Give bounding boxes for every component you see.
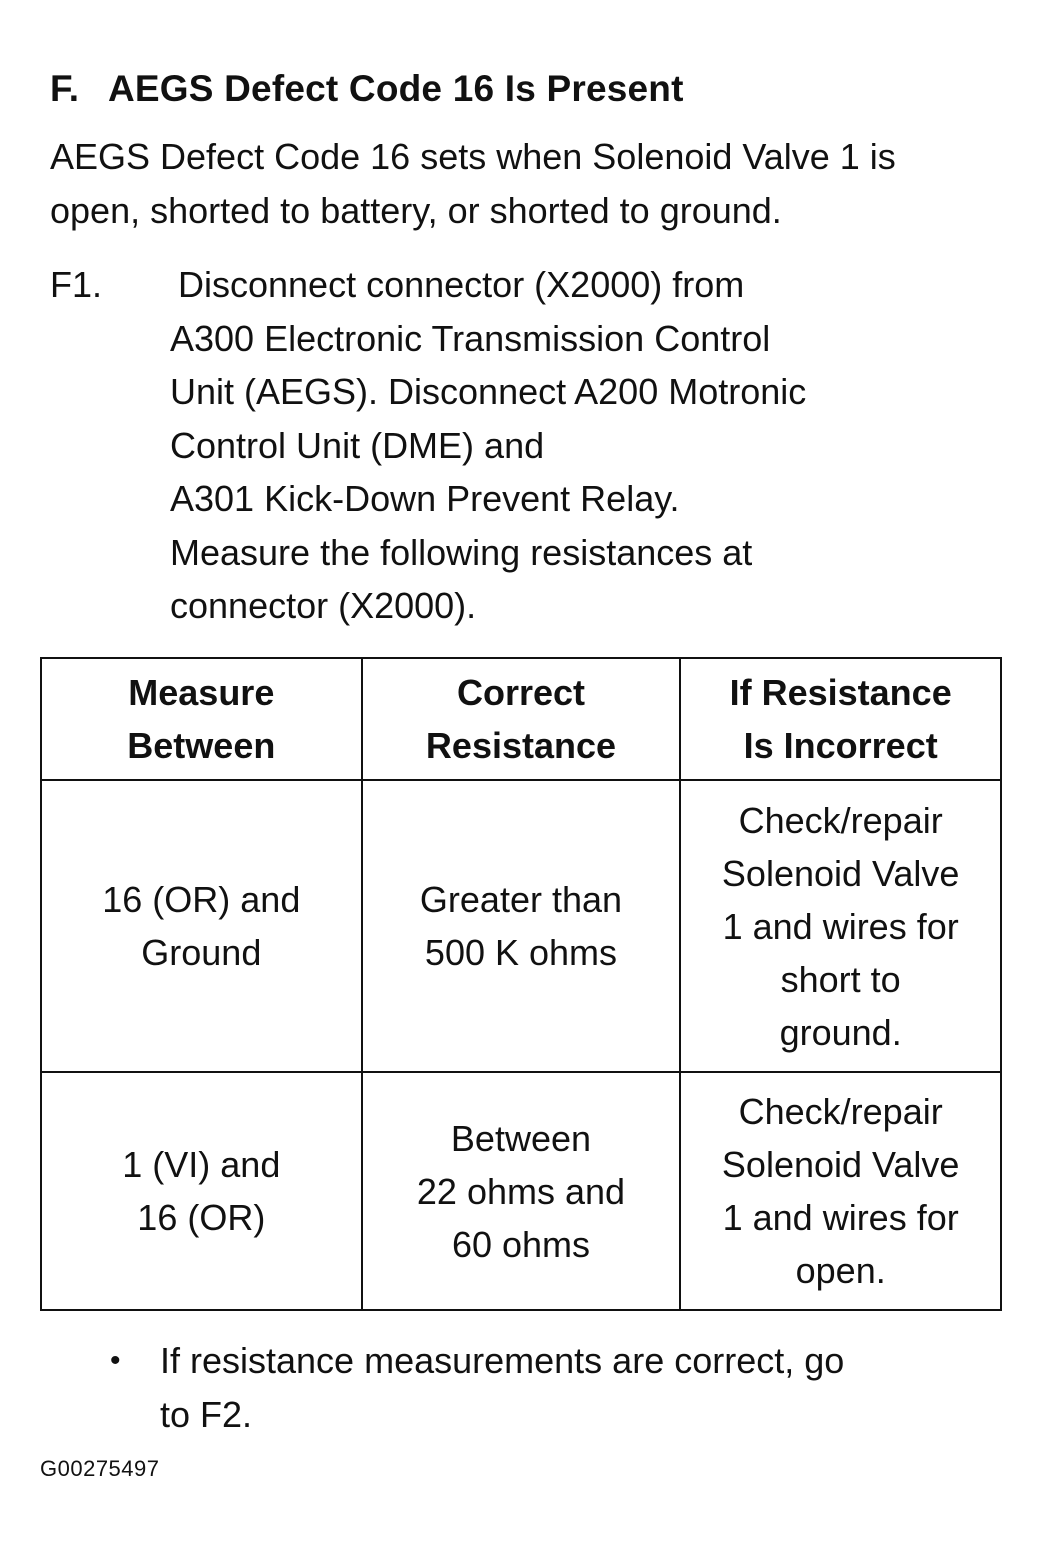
table-row (41, 780, 1001, 1072)
cell-line: Solenoid Valve (721, 852, 960, 894)
step-line: Measure the following resistances at (170, 531, 753, 573)
cell-if-incorrect (680, 780, 1001, 1072)
cell-line: ground. (779, 1011, 902, 1053)
cell-correct-resistance (362, 780, 681, 1072)
header-correct-resistance (362, 658, 681, 780)
resistance-table (40, 657, 1002, 1311)
cell-line: Greater than (419, 879, 623, 920)
cell-line: 16 (OR) (137, 1197, 266, 1238)
cell-line: 16 (OR) and (102, 879, 301, 920)
header-line: Correct (456, 672, 585, 713)
figure-id: G00275497 (40, 1456, 160, 1481)
cell-line: Check/repair (738, 1091, 943, 1132)
bullet-text (160, 1334, 980, 1442)
section-heading (50, 68, 684, 110)
intro-line: AEGS Defect Code 16 sets when Solenoid Valve 1 is (50, 136, 896, 177)
section-letter: F. (50, 68, 80, 109)
step-line: Control Unit (DME) and (170, 424, 545, 466)
cell-line: 1 and wires for (722, 905, 959, 947)
cell-measure-between (41, 780, 362, 1072)
cell-line: Solenoid Valve (721, 1144, 960, 1185)
step-instructions (50, 258, 806, 633)
cell-if-incorrect (680, 1072, 1001, 1310)
bullet-line: If resistance measurements are correct, go (160, 1340, 845, 1381)
table-header-row (41, 658, 1001, 780)
section-title: AEGS Defect Code 16 Is Present (108, 68, 684, 109)
intro-paragraph (50, 130, 1020, 238)
header-line: Between (127, 725, 276, 766)
cell-line: Between (450, 1117, 592, 1159)
bullet-icon: • (110, 1344, 121, 1377)
bullet-line: to F2. (160, 1394, 253, 1435)
cell-line: 500 K ohms (424, 932, 618, 973)
header-line: If Resistance (729, 672, 952, 713)
cell-line: Ground (141, 932, 262, 973)
header-line: Measure (128, 672, 275, 713)
header-line: Is Incorrect (743, 725, 938, 766)
step-line: Unit (AEGS). Disconnect A200 Motronic (170, 371, 807, 412)
cell-line: 60 ohms (451, 1223, 591, 1265)
cell-line: 22 ohms and (416, 1170, 626, 1212)
step-line: Disconnect connector (X2000) from (178, 264, 745, 305)
header-measure-between (41, 658, 362, 780)
step-label: F1. (50, 264, 103, 305)
cell-correct-resistance (362, 1072, 681, 1310)
header-if-incorrect (680, 658, 1001, 780)
cell-line: 1 and wires for (722, 1197, 959, 1238)
cell-line: 1 (VI) and (122, 1144, 281, 1185)
cell-line: open. (795, 1250, 886, 1291)
cell-measure-between (41, 1072, 362, 1310)
cell-line: Check/repair (738, 799, 943, 841)
step-line: A301 Kick-Down Prevent Relay. (170, 478, 680, 519)
step-line: A300 Electronic Transmission Control (170, 317, 771, 359)
intro-line: open, shorted to battery, or shorted to ground. (50, 190, 782, 231)
header-line: Resistance (425, 725, 617, 766)
step-line: connector (X2000). (170, 585, 477, 626)
table-row (41, 1072, 1001, 1310)
cell-line: short to (780, 958, 901, 1000)
